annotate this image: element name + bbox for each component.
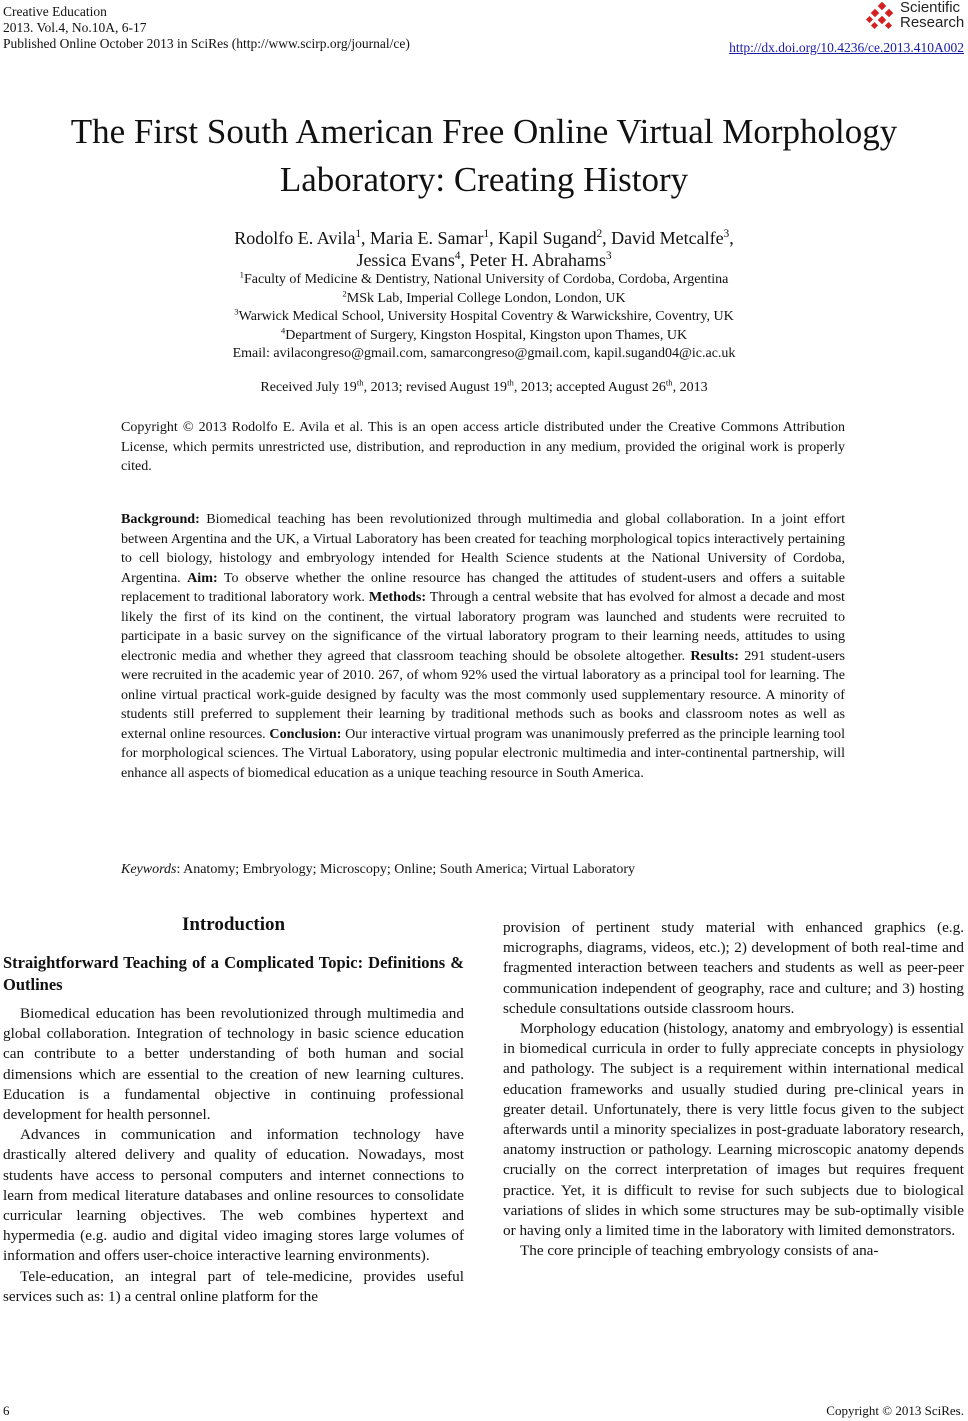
author-name: Kapil Sugand bbox=[498, 228, 597, 248]
keywords-label: Keywords bbox=[121, 862, 177, 877]
affil-num: 3 bbox=[234, 306, 239, 317]
date-sup: th bbox=[665, 377, 673, 388]
background-label: Background: bbox=[121, 511, 200, 527]
section-title: Introduction bbox=[181, 914, 286, 935]
paragraph: Tele-education, an integral part of tele-medicine, provides useful services such as: 1) a central online platform for the bbox=[3, 1267, 464, 1305]
affil-text: Warwick Medical School, University Hospital Coventry & Warwickshire, Coventry, UK bbox=[238, 309, 734, 324]
subsection-title: Straightforward Teaching of a Complicated Topic: Definitions & Outlines bbox=[3, 953, 464, 994]
right-column bbox=[503, 918, 964, 1261]
methods-label: Methods: bbox=[368, 589, 427, 605]
affiliation-line bbox=[0, 271, 968, 290]
paragraph: The core principle of teaching embryology consists of ana- bbox=[520, 1242, 879, 1260]
author-affil-num: 2 bbox=[596, 228, 603, 240]
date-sup: th bbox=[507, 377, 514, 388]
author-affil-num: 1 bbox=[483, 228, 490, 240]
author-name: Maria E. Samar bbox=[370, 228, 484, 248]
results-text: 291 student-users were recruited in the academic year of 2010. 267, of whom 92% used the virtual laboratory as a principal tool for learning. The online virtual practical work-guide designed by faculty was the most commonly used supplementary resource. A minority of students still preferred to supplement their learning by traditional methods such as books and classroom notes as well as external online resources. bbox=[121, 647, 846, 742]
affil-text: Department of Surgery, Kingston Hospital, Kingston upon Thames, UK bbox=[285, 327, 688, 343]
logo-text-research: Research bbox=[900, 14, 965, 31]
author-list: Rodolfo E. Avila$^1$, Maria E. Samar$^1$, Kapil Sugand$^2$, David Metcalfe$^3$, Jessica Evans$^4$, Peter H. Abrahams$^3$ bbox=[234, 228, 734, 270]
email-line: Email: avilacongreso@gmail.com, samarcongreso@gmail.com, kapil.sugand04@ic.ac.uk bbox=[232, 346, 736, 361]
logo-text-scientific: Scientific bbox=[900, 0, 961, 16]
aim-label: Aim: bbox=[187, 569, 218, 586]
footer-copyright: Copyright © 2013 SciRes. bbox=[826, 1403, 964, 1418]
dates-line bbox=[0, 377, 968, 396]
journal-header bbox=[3, 4, 410, 52]
author-affil-num: 3 bbox=[723, 228, 730, 240]
published-line: Published Online October 2013 in SciRes (http://www.scirp.org/journal/ce) bbox=[3, 36, 410, 51]
journal-name: Creative Education bbox=[3, 4, 107, 19]
author-affil-num: 3 bbox=[605, 250, 612, 262]
copyright-notice: Copyright © 2013 Rodolfo E. Avila et al. This is an open access article distributed under the Creative Commons Attribution License, which permits unrestricted use, distribution, and reproduction in any medium, provided the original work is properly cited. bbox=[121, 420, 845, 474]
doi-link[interactable]: http://dx.doi.org/10.4236/ce.2013.410A002 bbox=[729, 40, 964, 55]
author-name: David Metcalfe bbox=[611, 228, 724, 248]
conclusion-text: Our interactive virtual program was unanimously preferred as the principle learning tool for morphological sciences. The Virtual Laboratory, using popular electronic multimedia and inter-continental partnership, will enhance all aspects of biomedical education as a unique teaching resource in South America. bbox=[121, 725, 845, 781]
paragraph: Morphology education (histology, anatomy and embryology) is essential in biomedical curricula in order to fully appreciate concepts in physiology and pathology. The subject is a requirement within international medical education frameworks and usually studied during pre-clinical years in greater detail. Unfortunately, there is very little focus given to the subject afterwards until a minority specializes in post-graduate laboratory research, anatomy instruction or pathology. Learning microscopic anatomy depends crucially on the correct interpretation of images but requires frequent practice. Yet, it is difficult to revise for such subjects due to biological variations of slides in which some structures may be sub-optimally visible or having only a limited time in the laboratory with limited demonstrators. bbox=[503, 1020, 964, 1240]
affiliation-line bbox=[0, 287, 968, 309]
date-sup: th bbox=[356, 377, 364, 388]
author-affil-num: 4 bbox=[454, 250, 461, 262]
scientific-research-logo bbox=[866, 0, 966, 36]
received-date: Received July 19 bbox=[260, 380, 357, 395]
aim-text: To observe whether the online resource has changed the attitudes of student-users and offers a suitable replacement to traditional laboratory work. bbox=[121, 569, 845, 605]
affiliation-line bbox=[0, 324, 968, 346]
accepted-date: , 2013; accepted August 26 bbox=[513, 380, 666, 395]
results-label: Results: bbox=[690, 647, 739, 664]
abstract bbox=[121, 510, 845, 783]
author-name: Jessica Evans bbox=[356, 250, 455, 270]
author-name: Rodolfo E. Avila bbox=[234, 228, 356, 248]
paragraph: provision of pertinent study material with enhanced graphics (e.g. micrographs, diagrams, videos, etc.); 2) development of both real-time and fragmented interaction between teachers and students as well as peer-peer communication independent of geography, race and culture; and 3) hosting schedule consultations outside classroom hours. bbox=[503, 919, 964, 1017]
logo-diamonds-icon bbox=[866, 2, 898, 34]
author-name: Peter H. Abrahams bbox=[469, 250, 606, 270]
background-text: Biomedical teaching has been revolutionized through multimedia and global collaboration. In a joint effort between Argentina and the UK, a Virtual Laboratory has been created for teaching morphological topics interactively pertaining to cell biology, histology and embryology intended for Health Science students at the National University of Cordoba, Argentina. bbox=[121, 511, 845, 586]
affiliation-line bbox=[0, 308, 968, 327]
paragraph: Biomedical education has been revolutionized through multimedia and global collaboration. Integration of technology in basic science education can contribute to a better understanding of both human and social dimensions which are essential to the creation of new learning cultures. Education is a fundamental objective in continuing professional development for health personnel. bbox=[3, 1005, 464, 1124]
affiliations bbox=[0, 271, 968, 364]
doi-link-wrapper bbox=[729, 40, 964, 56]
paragraph: Advances in communication and information technology have drastically altered delivery and quality of education. Nowadays, most students have access to personal computers and internet connections to learn from medical literature databases and online resources to consolidate curricular learning objectives. The web combines hypertext and hypermedia (e.g. audio and digital video imaging stores large volumes of information and offers user-choice interactive learning environments). bbox=[3, 1126, 464, 1265]
page-number: 6 bbox=[3, 1403, 10, 1418]
keywords bbox=[121, 862, 635, 878]
affil-text: Faculty of Medicine & Dentistry, National University of Cordoba, Cordoba, Argentina bbox=[243, 272, 729, 287]
left-column bbox=[3, 912, 464, 1307]
methods-text: Through a central website that has evolved for almost a decade and most likely the first of its kind on the continent, the virtual laboratory program was launched and students were recruited to participate in a basic survey on the significance of the virtual laboratory program to their learning needs, attitudes to using electronic media and whether they agreed that classroom teaching should be obsolete altogether. bbox=[121, 589, 845, 664]
paper-title: The First South American Free Online Virtual Morphology Laboratory: Creating History bbox=[70, 112, 898, 199]
author-affil-num: 1 bbox=[355, 228, 362, 240]
affil-text: MSk Lab, Imperial College London, London, UK bbox=[346, 290, 626, 306]
affil-num: 4 bbox=[280, 324, 286, 335]
affil-num: 1 bbox=[239, 269, 244, 280]
revised-date: , 2013; revised August 19 bbox=[363, 380, 508, 395]
conclusion-label: Conclusion: bbox=[269, 725, 342, 742]
keywords-text: : Anatomy; Embryology; Microscopy; Online; South America; Virtual Laboratory bbox=[176, 862, 635, 877]
journal-volume: 2013. Vol.4, No.10A, 6-17 bbox=[3, 20, 147, 35]
affil-num: 2 bbox=[342, 287, 347, 298]
accepted-year: , 2013 bbox=[672, 380, 708, 395]
